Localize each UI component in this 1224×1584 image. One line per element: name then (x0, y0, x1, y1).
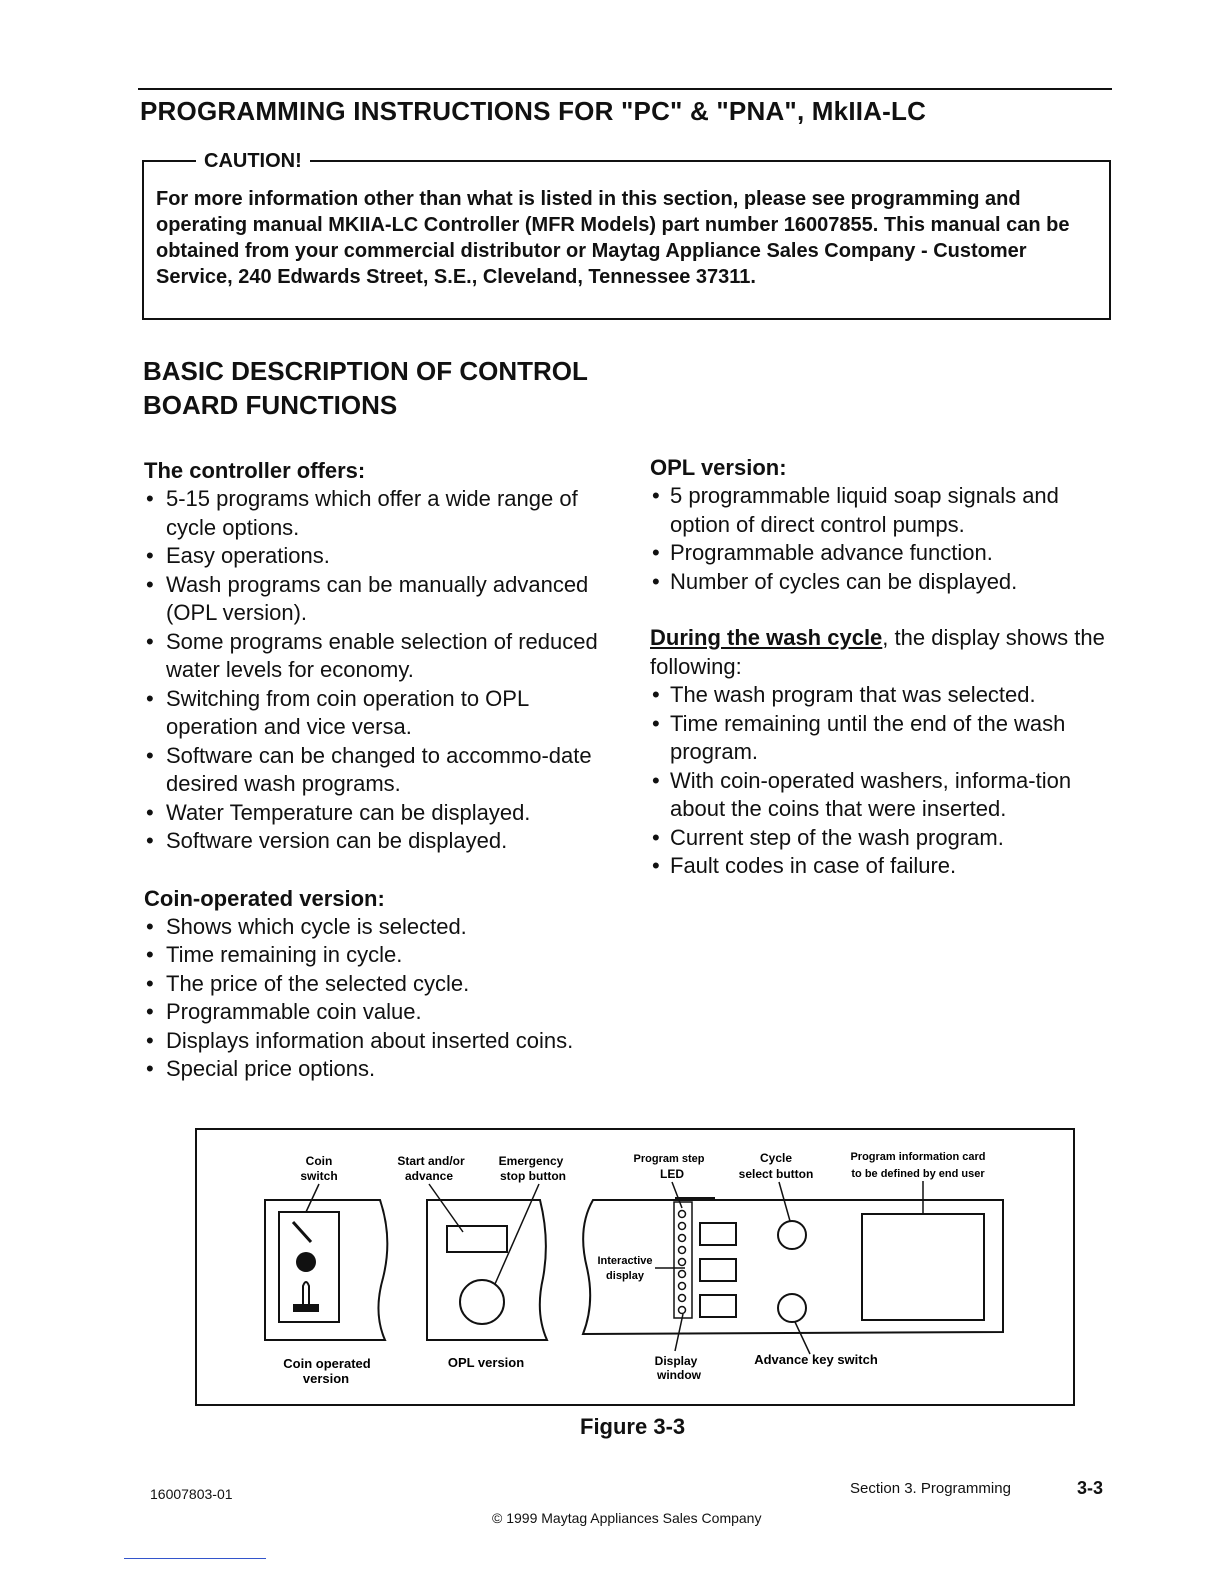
section-title: BASIC DESCRIPTION OF CONTROL BOARD FUNCTIONS (143, 356, 588, 420)
label-coin-version-1: Coin operated (283, 1356, 371, 1371)
start-pointer (429, 1184, 463, 1232)
list-item: • Fault codes in case of failure. (650, 852, 1120, 881)
list-item: • Number of cycles can be displayed. (650, 568, 1120, 597)
coin-key-icon (296, 1252, 316, 1272)
controller-heading: The controller offers: (144, 458, 366, 483)
cycle-select-button (778, 1221, 806, 1249)
label-interactive-2: display (606, 1270, 644, 1282)
list-item: • The wash program that was selected. (650, 681, 1120, 710)
label-info-card-2: to be defined by end user (851, 1168, 985, 1180)
list-item: • Displays information about inserted coins. (144, 1027, 614, 1056)
label-advance-key: Advance key switch (754, 1352, 878, 1367)
label-coin-version-2: version (302, 1371, 350, 1386)
label-program-step-1: Program step (633, 1153, 705, 1165)
label-opl-version: OPL version (447, 1355, 525, 1370)
coin-heading: Coin-operated version: (144, 885, 385, 911)
wash-cycle-lead: During the wash cycle (650, 625, 883, 650)
list-item: • Water Temperature can be displayed. (144, 799, 614, 828)
list-item: • Time remaining until the end of the wash program. (650, 710, 1120, 767)
wash-cycle-list (650, 681, 1120, 881)
list-item: • Software can be changed to accommo-date desired wash programs. (144, 742, 614, 799)
label-start-1: Start and/or (397, 1154, 465, 1168)
opl-panel-outline (427, 1200, 547, 1340)
caution-label: CAUTION! (196, 150, 310, 173)
left-column (144, 456, 614, 1084)
caution-text: For more information other than what is listed in this section, please see programming and operating manual MKIIA-LC Controller (MFR Models) part number 16007855. This manual can be obtained from your commercial distributor or Maytag Appliance Sales Company - Customer Service, 240 Edwards Street, S.E., Cleveland, Tennessee 37311. (156, 188, 1070, 288)
control-panel-figure (195, 1128, 1075, 1406)
advance-key-switch (778, 1294, 806, 1322)
list-item: • Time remaining in cycle. (144, 941, 614, 970)
list-item: • Current step of the wash program. (650, 824, 1120, 853)
footer-doc-code: 16007803-01 (150, 1486, 233, 1502)
top-rule (138, 88, 1112, 90)
label-display-window-2: window (657, 1368, 701, 1382)
list-item: • Software version can be displayed. (144, 827, 614, 856)
display-window-1 (700, 1223, 736, 1245)
label-cycle-1: Cycle (759, 1151, 793, 1165)
footer-copyright: © 1999 Maytag Appliances Sales Company (492, 1510, 762, 1526)
controller-list (144, 485, 614, 856)
label-coin-switch-2: switch (300, 1169, 338, 1183)
list-item: • 5 programmable liquid soap signals and option of direct control pumps. (650, 482, 1120, 539)
coin-lock-base (293, 1304, 319, 1312)
label-interactive-1: Interactive (597, 1255, 653, 1267)
list-item: • Some programs enable selection of reduced water levels for economy. (144, 628, 614, 685)
list-item: • Wash programs can be manually advanced (OPL version). (144, 571, 614, 628)
program-info-card (862, 1214, 984, 1320)
advance-pointer (795, 1322, 810, 1354)
label-cycle-2: select button (738, 1167, 814, 1181)
opl-button (460, 1280, 504, 1324)
figure-caption: Figure 3-3 (580, 1414, 686, 1439)
wash-cycle-intro (650, 624, 1120, 681)
list-item: • Switching from coin operation to OPL operation and vice versa. (144, 685, 614, 742)
list-item: • Easy operations. (144, 542, 614, 571)
coin-panel-outline (265, 1200, 387, 1340)
footer-section: Section 3. Programming (850, 1480, 1011, 1497)
list-item: • 5-15 programs which offer a wide range of cycle options. (144, 485, 614, 542)
label-info-card-1: Program information card (850, 1151, 986, 1163)
display-window-3 (700, 1295, 736, 1317)
coin-switch-slot (293, 1222, 311, 1242)
label-coin-switch-1: Coin (305, 1154, 333, 1168)
wash-cycle-rest: , the display shows the following: (650, 625, 1105, 679)
label-emergency-2: stop button (500, 1169, 566, 1183)
label-emergency-1: Emergency (498, 1154, 564, 1168)
label-program-step-2: LED (660, 1167, 684, 1181)
list-item: • Special price options. (144, 1055, 614, 1084)
list-item: • Shows which cycle is selected. (144, 913, 614, 942)
bottom-rule (124, 1558, 266, 1559)
label-start-2: advance (404, 1169, 454, 1183)
coin-list (144, 913, 614, 1084)
list-item: • With coin-operated washers, informa-tion about the coins that were inserted. (650, 767, 1120, 824)
display-window-2 (700, 1259, 736, 1281)
opl-heading: OPL version: (650, 455, 787, 480)
page-title: PROGRAMMING INSTRUCTIONS FOR "PC" & "PNA", MkIIA-LC (140, 96, 927, 126)
coin-switch-pointer (306, 1184, 319, 1212)
opl-list (650, 482, 1120, 596)
display-window-pointer (675, 1314, 683, 1351)
cycle-pointer (779, 1182, 790, 1221)
list-item: • Programmable coin value. (144, 998, 614, 1027)
right-column (650, 453, 1120, 881)
footer-page-number: 3-3 (1077, 1478, 1104, 1498)
led-column (679, 1211, 686, 1314)
label-display-window-1: Display (654, 1354, 698, 1368)
list-item: • The price of the selected cycle. (144, 970, 614, 999)
list-item: • Programmable advance function. (650, 539, 1120, 568)
coin-lock-icon (303, 1282, 309, 1304)
opl-display (447, 1226, 507, 1252)
